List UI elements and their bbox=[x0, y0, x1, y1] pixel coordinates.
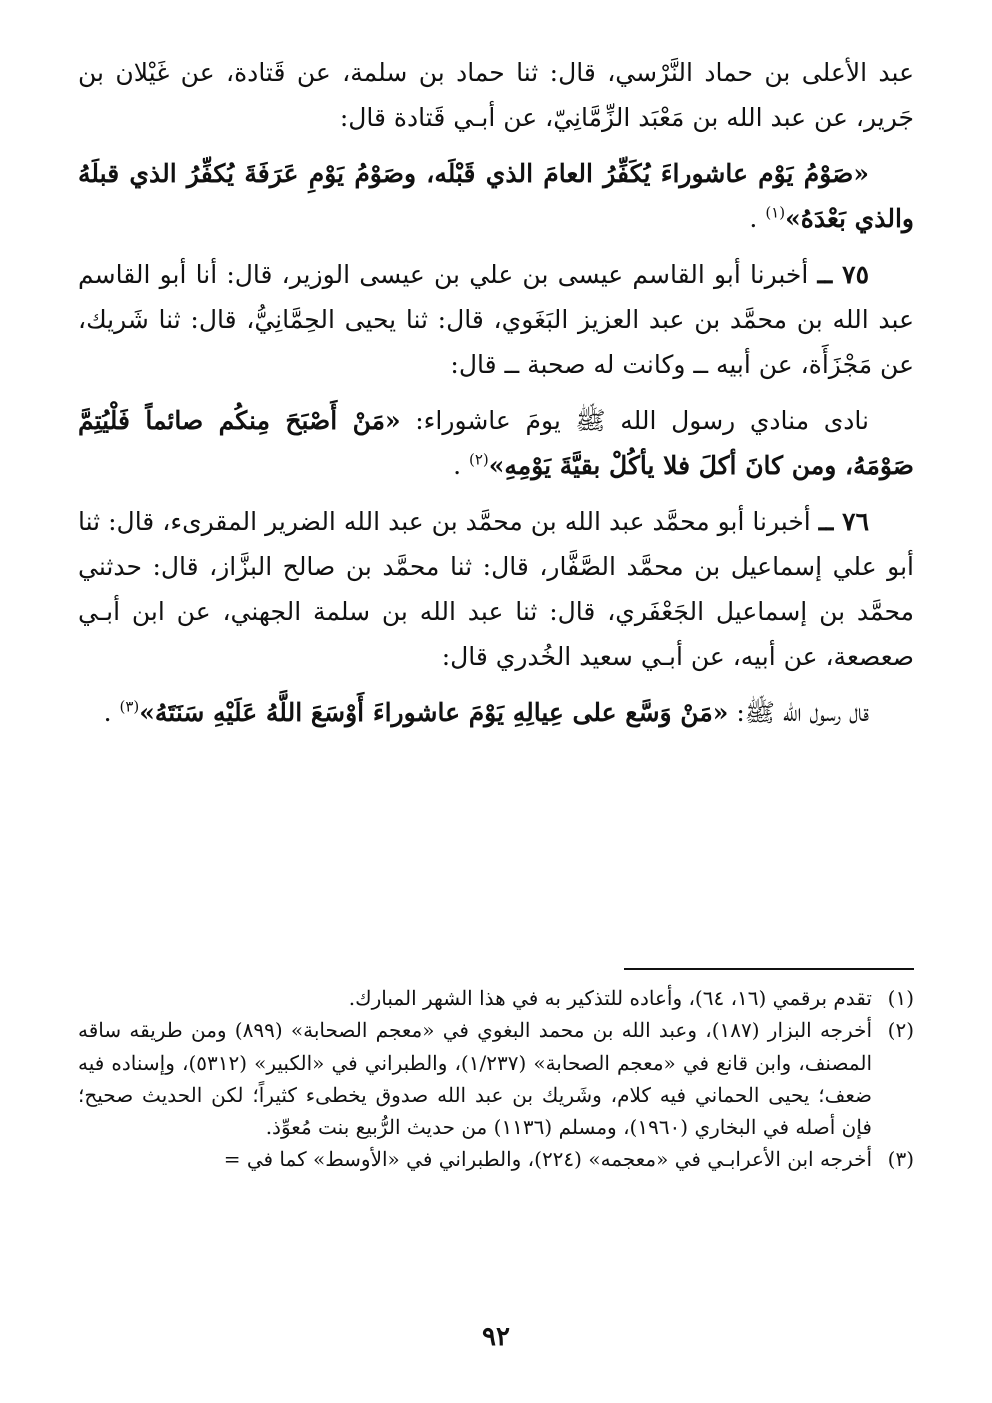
sentence-end: . bbox=[749, 204, 758, 233]
hadith-text: «مَنْ وَسَّع على عِيالِهِ يَوْمَ عاشوراءَ أَوْسَعَ اللَّهُ عَلَيْهِ سَنَتَهُ» bbox=[139, 698, 729, 727]
paragraph-isnad-74 bbox=[78, 50, 914, 140]
hadith-intro: قال رسول الله ﷺ: bbox=[736, 698, 869, 727]
footnote-2 bbox=[78, 1014, 914, 1143]
footnote-text: تقدم برقمي (١٦، ٦٤)، وأعاده للتذكير به في هذا الشهر المبارك. bbox=[348, 986, 872, 1010]
footnote-ref-1: (١) bbox=[765, 203, 786, 222]
hadith-number-75: ٧٥ ــ bbox=[817, 260, 869, 289]
footnote-mark: (٣) bbox=[887, 1147, 914, 1172]
page-number: ٩٢ bbox=[482, 1322, 510, 1352]
footnote-text: أخرجه ابن الأعرابـي في «معجمه» (٢٢٤)، والطبراني في «الأوسط» كما في = bbox=[223, 1147, 872, 1172]
footnote-1 bbox=[78, 982, 914, 1014]
footnotes bbox=[78, 982, 914, 1176]
hadith-intro: نادى منادي رسول الله ﷺ يومَ عاشوراء: bbox=[415, 406, 869, 435]
footnote-mark: (١) bbox=[887, 986, 914, 1010]
footnote-divider bbox=[624, 968, 914, 970]
footnote-3 bbox=[78, 1143, 914, 1175]
hadith-number-76: ٧٦ ــ bbox=[818, 507, 869, 536]
footnote-ref-2: (٢) bbox=[469, 450, 489, 469]
isnad-text: أخبرنا أبو محمَّد عبد الله بن محمَّد بن عبد الله الضرير المقرىء، قال: ثنا أبو علي إسماعيل بن محمَّد الصَّفَّار، قال: ثنا محمَّد بن صالح البزَّاز، قال: حدثني محمَّد بن إسماعيل الجَعْفَري، قال: ثنا عبد الله بن سلمة الجهني، عن ابن أبـي صعصعة، عن أبيه، عن أبـي سعيد الخُدري قال: bbox=[78, 507, 914, 671]
paragraph-hadith-76 bbox=[78, 690, 914, 735]
paragraph-hadith-74 bbox=[78, 151, 914, 241]
sentence-end: . bbox=[103, 698, 112, 727]
paragraph-isnad-75 bbox=[78, 252, 914, 387]
isnad-text: أخبرنا أبو القاسم عيسى بن علي بن عيسى الوزير، قال: أنا أبو القاسم عبد الله بن محمَّد بن عبد العزيز البَغَوي، قال: ثنا يحيى الحِمَّانِيُّ، قال: ثنا شَريك، عن مَجْزَأَة، عن أبيه ــ وكانت له صحبة ــ قال: bbox=[78, 260, 914, 379]
footnote-ref-3: (٣) bbox=[119, 697, 140, 716]
hadith-text: «صَوْمُ يَوْم عاشوراءَ يُكَفِّرُ العامَ الذي قَبْلَه، وصَوْمُ يَوْمِ عَرَفَةَ يُكفِّرُ الذي قبلَهُ والذي بَعْدَهُ» bbox=[78, 159, 914, 233]
isnad-text: عبد الأعلى بن حماد النَّرْسي، قال: ثنا حماد بن سلمة، عن قَتادة، عن غَيْلان بن جَرير، عن عبد الله بن مَعْبَد الزِّمَّانِيّ، عن أبـي قَتادة قال: bbox=[78, 58, 914, 132]
footnote-mark: (٢) bbox=[887, 1018, 914, 1043]
paragraph-hadith-75 bbox=[78, 398, 914, 488]
sentence-end: . bbox=[453, 451, 462, 480]
paragraph-isnad-76 bbox=[78, 499, 914, 679]
hadith-text: «مَنْ أَصْبَحَ مِنكُم صائماً فَلْيُتِمَّ صَوْمَهُ، ومن كانَ أكلَ فلا يأكُلْ بقيَّةَ يَوْمِهِ» bbox=[78, 406, 914, 480]
main-text bbox=[78, 50, 914, 746]
footnote-text: أخرجه البزار (١٨٧)، وعبد الله بن محمد البغوي في «معجم الصحابة» (٨٩٩) ومن طريقه ساقه المصنف، وابن قانع في «معجم الصحابة» (١/٢٣٧)، والطبراني في «الكبير» (٥٣١٢)، وإسناده فيه ضعف؛ يحيى الحماني فيه كلام، وشَريك بن عبد الله صدوق يخطىء كثيراً؛ لكن الحديث صحيح؛ فإن أصله في البخاري (١٩٦٠)، ومسلم (١١٣٦) من حديث الرُّبيع بنت مُعوِّذ. bbox=[78, 1018, 873, 1140]
